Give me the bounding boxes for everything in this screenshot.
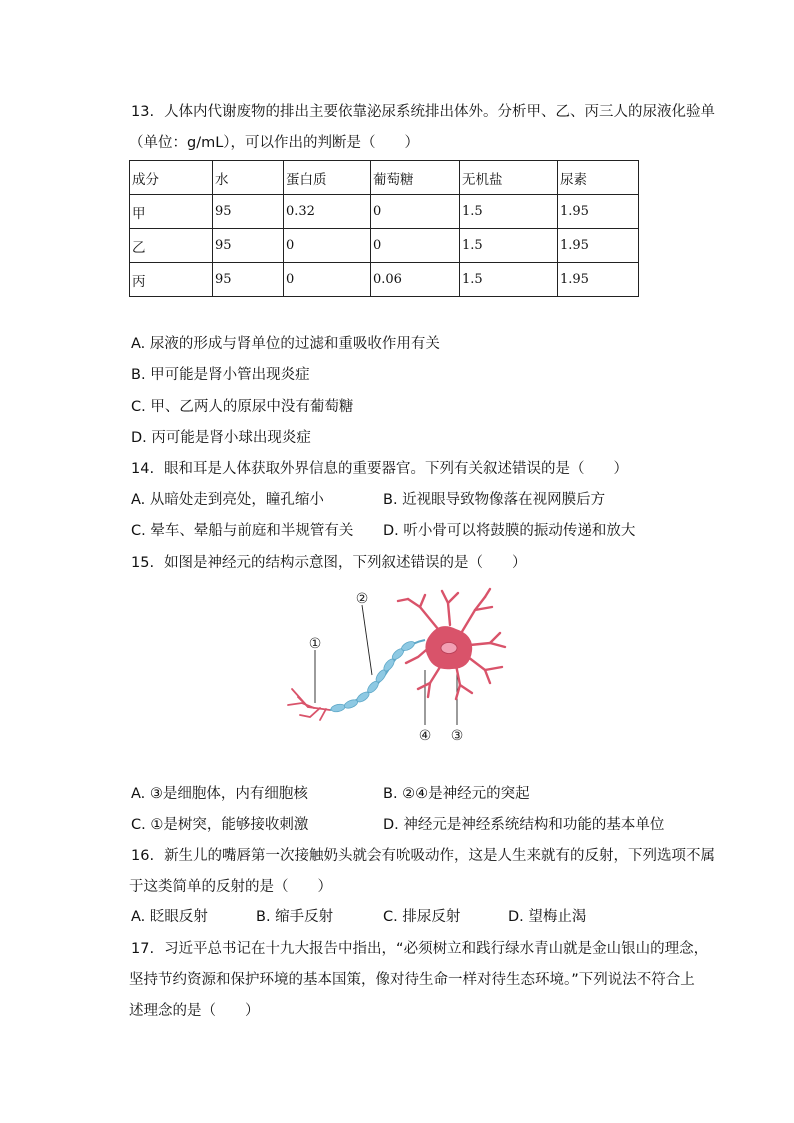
q15-stem: 15. 如图是神经元的结构示意图，下列叙述错误的是（ ） [131, 555, 527, 571]
q16-option-a[interactable]: A. 眨眼反射 [131, 909, 208, 925]
nucleus [441, 643, 457, 654]
table-cell: 95 [213, 263, 284, 297]
table-row [130, 229, 639, 263]
neuron-diagram [280, 585, 520, 750]
table-cell: 甲 [130, 195, 213, 229]
q15-number: 15. [131, 555, 155, 571]
q13-number: 13. [131, 104, 155, 120]
table-cell: 1.5 [460, 229, 558, 263]
q16-option-c[interactable]: C. 排尿反射 [383, 909, 461, 925]
myelin-sheath [330, 640, 415, 713]
q16-stem-line1: 16. 新生儿的嘴唇第一次接触奶头就会有吮吸动作，这是人生来就有的反射，下列选项不属 [131, 848, 716, 864]
q15-option-b[interactable]: B. ②④是神经元的突起 [383, 786, 530, 802]
q16-option-d[interactable]: D. 望梅止渴 [508, 909, 587, 925]
figure-label-2: ② [355, 591, 369, 607]
q13-option-c[interactable]: C. 甲、乙两人的原尿中没有葡萄糖 [131, 399, 354, 415]
table-header-cell: 尿素 [558, 161, 639, 195]
q17-number: 17. [131, 941, 155, 957]
q14-number: 14. [131, 461, 155, 477]
table-cell: 0.32 [284, 195, 371, 229]
table-cell: 0 [284, 229, 371, 263]
q13-option-a[interactable]: A. 尿液的形成与肾单位的过滤和重吸收作用有关 [131, 336, 440, 352]
q13-option-b[interactable]: B. 甲可能是肾小管出现炎症 [131, 367, 310, 383]
figure-label-3: ③ [450, 728, 464, 744]
table-cell: 1.5 [460, 195, 558, 229]
axon-terminal [288, 689, 330, 720]
q14-stem: 14. 眼和耳是人体获取外界信息的重要器官。下列有关叙述错误的是（ ） [131, 461, 629, 477]
q13-stem-line2: （单位：g/mL），可以作出的判断是（ ） [129, 135, 420, 151]
table-cell: 0 [371, 195, 460, 229]
q14-option-d[interactable]: D. 听小骨可以将鼓膜的振动传递和放大 [383, 523, 636, 539]
table-header-cell: 葡萄糖 [371, 161, 460, 195]
urine-test-table [129, 160, 639, 297]
q14-option-c[interactable]: C. 晕车、晕船与前庭和半规管有关 [131, 523, 354, 539]
leader-line-2 [362, 605, 372, 675]
table-cell: 1.95 [558, 229, 639, 263]
table-header-cell: 水 [213, 161, 284, 195]
table-cell: 0.06 [371, 263, 460, 297]
table-header-cell: 蛋白质 [284, 161, 371, 195]
table-cell: 丙 [130, 263, 213, 297]
q17-stem-line2: 坚持节约资源和保护环境的基本国策，像对待生命一样对待生态环境。”下列说法不符合上 [129, 972, 695, 988]
table-cell: 0 [371, 229, 460, 263]
q16-stem-line2: 于这类简单的反射的是（ ） [129, 879, 332, 895]
q15-option-a[interactable]: A. ③是细胞体，内有细胞核 [131, 786, 308, 802]
figure-label-1: ① [308, 636, 322, 652]
q13-option-d[interactable]: D. 丙可能是肾小球出现炎症 [131, 430, 311, 446]
q16-option-b[interactable]: B. 缩手反射 [256, 909, 334, 925]
q17-stem-line1: 17. 习近平总书记在十九大报告中指出，“必须树立和践行绿水青山就是金山银山的理念， [131, 941, 709, 957]
table-cell: 1.95 [558, 263, 639, 297]
table-cell: 1.5 [460, 263, 558, 297]
table-header-row [130, 161, 639, 195]
q14-option-b[interactable]: B. 近视眼导致物像落在视网膜后方 [383, 492, 606, 508]
table-cell: 95 [213, 229, 284, 263]
q17-stem-line3: 述理念的是（ ） [129, 1003, 260, 1019]
q14-option-a[interactable]: A. 从暗处走到亮处，瞳孔缩小 [131, 492, 324, 508]
table-header-cell: 成分 [130, 161, 213, 195]
table-cell: 95 [213, 195, 284, 229]
table-cell: 1.95 [558, 195, 639, 229]
q15-option-c[interactable]: C. ①是树突，能够接收刺激 [131, 817, 309, 833]
table-row [130, 195, 639, 229]
table-cell: 0 [284, 263, 371, 297]
figure-label-4: ④ [418, 728, 432, 744]
q13-stem-line1: 13. 人体内代谢废物的排出主要依靠泌尿系统排出体外。分析甲、乙、丙三人的尿液化验单 [131, 104, 716, 120]
table-row [130, 263, 639, 297]
q16-number: 16. [131, 848, 155, 864]
q15-option-d[interactable]: D. 神经元是神经系统结构和功能的基本单位 [383, 817, 665, 833]
table-cell: 乙 [130, 229, 213, 263]
table-header-cell: 无机盐 [460, 161, 558, 195]
